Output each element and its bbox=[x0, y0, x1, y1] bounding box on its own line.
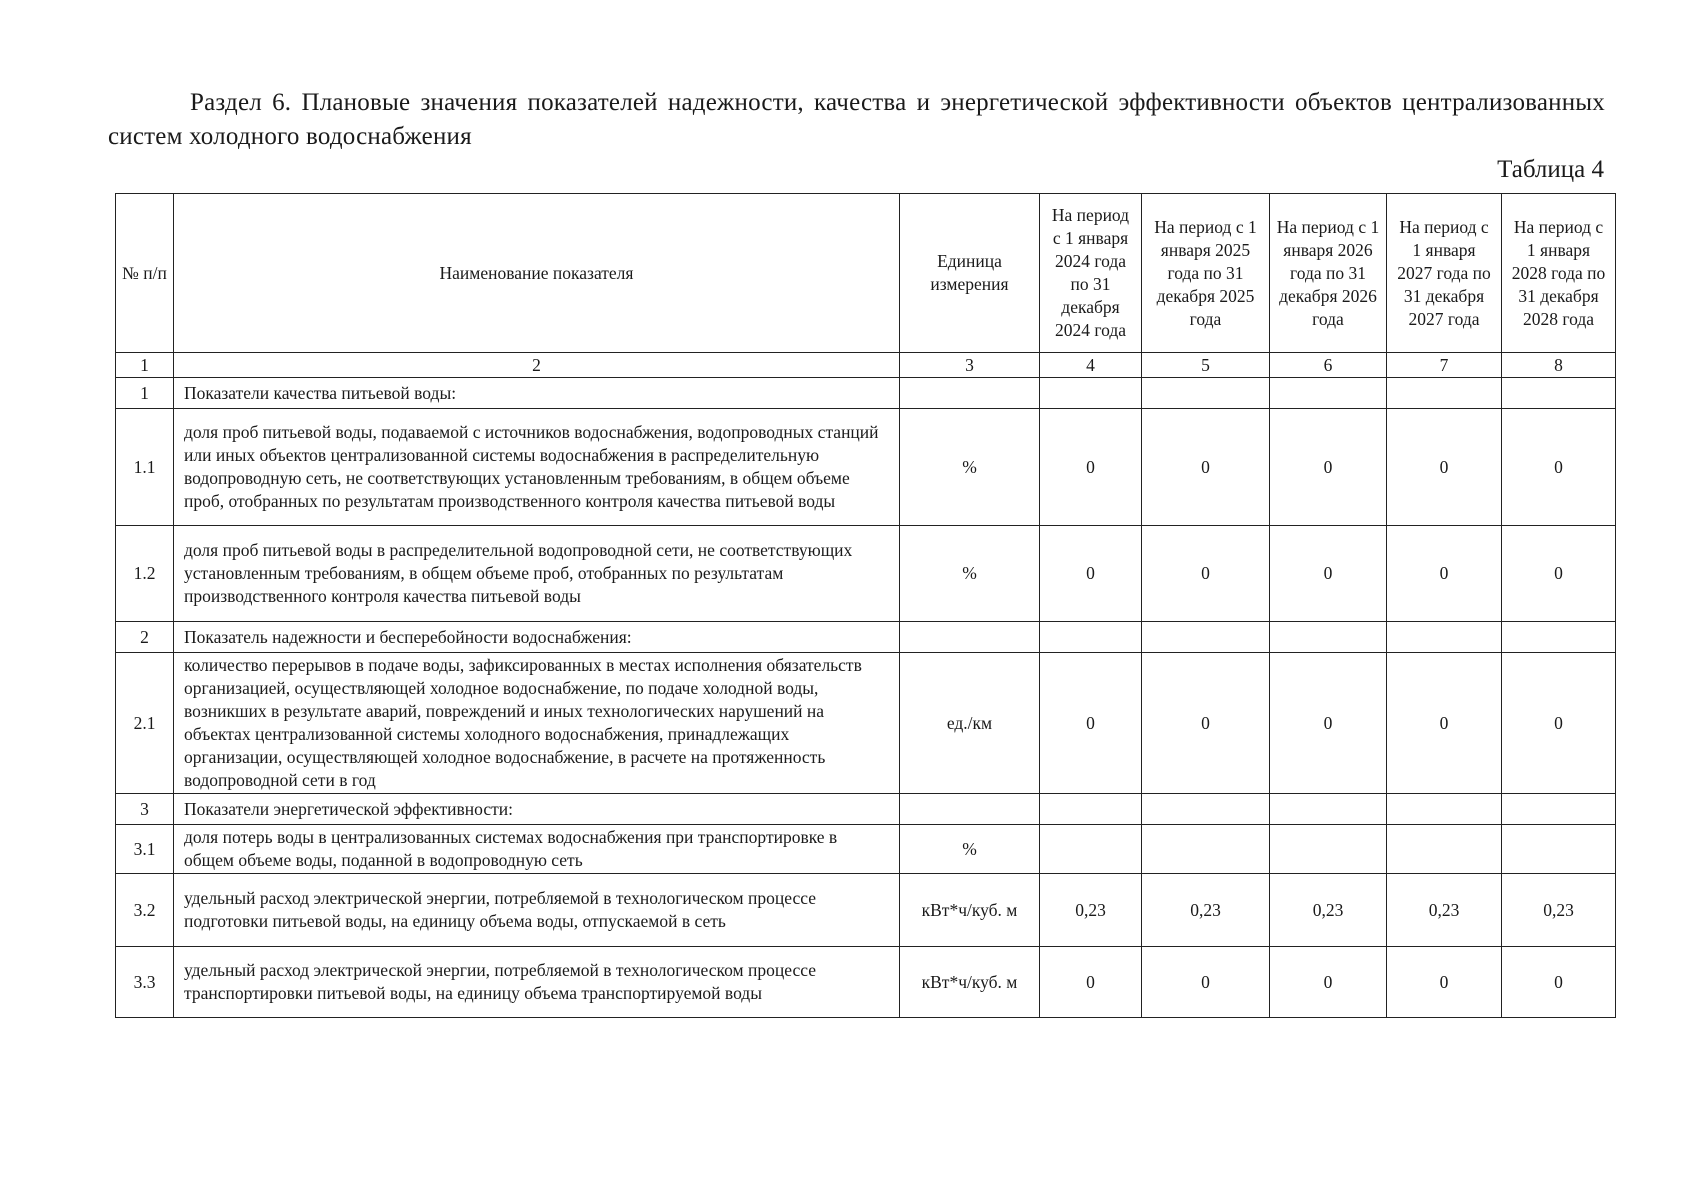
header-name: Наименование показателя bbox=[174, 194, 900, 353]
value-2028: 0,23 bbox=[1502, 874, 1616, 947]
value-2027: 0,23 bbox=[1387, 874, 1502, 947]
table-label: Таблица 4 bbox=[1497, 156, 1604, 183]
table-row bbox=[116, 874, 1616, 947]
value-2028: 0 bbox=[1502, 947, 1616, 1018]
value-2024 bbox=[1040, 622, 1142, 653]
section-title: Раздел 6. Плановые значения показателей надежности, качества и энергетической эффективности объектов централизованных систем холодного водоснабжения bbox=[108, 89, 1605, 150]
value-2026: 0 bbox=[1270, 653, 1387, 794]
value-2024: 0 bbox=[1040, 526, 1142, 622]
header-period-2025: На период с 1 января 2025 года по 31 декабря 2025 года bbox=[1142, 194, 1270, 353]
indicator-unit bbox=[900, 378, 1040, 409]
table-row bbox=[116, 622, 1616, 653]
indicator-unit: ед./км bbox=[900, 653, 1040, 794]
header-period-2024: На период с 1 января 2024 года по 31 декабря 2024 года bbox=[1040, 194, 1142, 353]
indicator-unit: % bbox=[900, 825, 1040, 874]
indicators-table bbox=[115, 193, 1616, 1018]
value-2024: 0,23 bbox=[1040, 874, 1142, 947]
value-2025: 0 bbox=[1142, 526, 1270, 622]
column-numbers-row bbox=[116, 353, 1616, 378]
value-2028 bbox=[1502, 794, 1616, 825]
table-row bbox=[116, 653, 1616, 794]
table-row bbox=[116, 526, 1616, 622]
column-number: 5 bbox=[1142, 353, 1270, 378]
table-row bbox=[116, 378, 1616, 409]
table-row bbox=[116, 794, 1616, 825]
value-2027 bbox=[1387, 622, 1502, 653]
indicator-name: доля проб питьевой воды, подаваемой с источников водоснабжения, водопроводных станций или иных объектов централизованной системы водоснабжения в распределительную водопроводную сеть, не соответствующих установленным требованиям, в общем объеме проб, отобранных по результатам производственного контроля качества питьевой воды bbox=[174, 409, 900, 526]
value-2024 bbox=[1040, 825, 1142, 874]
value-2027: 0 bbox=[1387, 947, 1502, 1018]
indicator-name: доля проб питьевой воды в распределительной водопроводной сети, не соответствующих установленным требованиям, в общем объеме проб, отобранных по результатам производственного контроля качества питьевой воды bbox=[174, 526, 900, 622]
column-number: 2 bbox=[174, 353, 900, 378]
header-period-2026: На период с 1 января 2026 года по 31 декабря 2026 года bbox=[1270, 194, 1387, 353]
value-2024: 0 bbox=[1040, 653, 1142, 794]
value-2025: 0,23 bbox=[1142, 874, 1270, 947]
value-2028 bbox=[1502, 825, 1616, 874]
column-number: 3 bbox=[900, 353, 1040, 378]
value-2028 bbox=[1502, 378, 1616, 409]
row-num: 2.1 bbox=[116, 653, 174, 794]
value-2026 bbox=[1270, 622, 1387, 653]
value-2028: 0 bbox=[1502, 409, 1616, 526]
row-num: 2 bbox=[116, 622, 174, 653]
indicator-unit bbox=[900, 794, 1040, 825]
value-2025: 0 bbox=[1142, 653, 1270, 794]
column-number: 7 bbox=[1387, 353, 1502, 378]
indicator-name: удельный расход электрической энергии, потребляемой в технологическом процессе подготовки питьевой воды, на единицу объема воды, отпускаемой в сеть bbox=[174, 874, 900, 947]
row-num: 1 bbox=[116, 378, 174, 409]
value-2025: 0 bbox=[1142, 947, 1270, 1018]
column-number: 1 bbox=[116, 353, 174, 378]
value-2028 bbox=[1502, 622, 1616, 653]
value-2027: 0 bbox=[1387, 653, 1502, 794]
indicator-name: доля потерь воды в централизованных системах водоснабжения при транспортировке в общем объеме воды, поданной в водопроводную сеть bbox=[174, 825, 900, 874]
column-number: 6 bbox=[1270, 353, 1387, 378]
value-2025 bbox=[1142, 622, 1270, 653]
value-2024: 0 bbox=[1040, 409, 1142, 526]
header-period-2027: На период с 1 января 2027 года по 31 декабря 2027 года bbox=[1387, 194, 1502, 353]
value-2026 bbox=[1270, 825, 1387, 874]
indicator-unit: кВт*ч/куб. м bbox=[900, 874, 1040, 947]
header-num: № п/п bbox=[116, 194, 174, 353]
table-row bbox=[116, 947, 1616, 1018]
indicator-unit: кВт*ч/куб. м bbox=[900, 947, 1040, 1018]
value-2027 bbox=[1387, 825, 1502, 874]
header-period-2028: На период с 1 января 2028 года по 31 декабря 2028 года bbox=[1502, 194, 1616, 353]
indicator-name: количество перерывов в подаче воды, зафиксированных в местах исполнения обязательств организацией, осуществляющей холодное водоснабжение, по подаче холодной воды, возникших в результате аварий, повреждений и иных технологических нарушений на объектах централизованной системы холодного водоснабжения, принадлежащих организации, осуществляющей холодное водоснабжение, в расчете на протяженность водопроводной сети в год bbox=[174, 653, 900, 794]
value-2025 bbox=[1142, 378, 1270, 409]
value-2025: 0 bbox=[1142, 409, 1270, 526]
indicator-name: удельный расход электрической энергии, потребляемой в технологическом процессе транспортировки питьевой воды, на единицу объема транспортируемой воды bbox=[174, 947, 900, 1018]
row-num: 1.1 bbox=[116, 409, 174, 526]
value-2024 bbox=[1040, 378, 1142, 409]
indicator-unit bbox=[900, 622, 1040, 653]
value-2025 bbox=[1142, 825, 1270, 874]
header-unit: Единица измерения bbox=[900, 194, 1040, 353]
value-2027: 0 bbox=[1387, 409, 1502, 526]
value-2027: 0 bbox=[1387, 526, 1502, 622]
indicator-unit: % bbox=[900, 409, 1040, 526]
value-2026 bbox=[1270, 794, 1387, 825]
indicator-name: Показатели качества питьевой воды: bbox=[174, 378, 900, 409]
value-2024 bbox=[1040, 794, 1142, 825]
value-2026: 0 bbox=[1270, 409, 1387, 526]
table-row bbox=[116, 409, 1616, 526]
indicator-unit: % bbox=[900, 526, 1040, 622]
value-2025 bbox=[1142, 794, 1270, 825]
row-num: 3.3 bbox=[116, 947, 174, 1018]
row-num: 3.2 bbox=[116, 874, 174, 947]
value-2027 bbox=[1387, 794, 1502, 825]
indicator-name: Показатель надежности и бесперебойности водоснабжения: bbox=[174, 622, 900, 653]
table-header-row bbox=[116, 194, 1616, 353]
indicator-name: Показатели энергетической эффективности: bbox=[174, 794, 900, 825]
row-num: 1.2 bbox=[116, 526, 174, 622]
row-num: 3.1 bbox=[116, 825, 174, 874]
value-2026: 0 bbox=[1270, 526, 1387, 622]
value-2028: 0 bbox=[1502, 526, 1616, 622]
value-2027 bbox=[1387, 378, 1502, 409]
value-2026: 0 bbox=[1270, 947, 1387, 1018]
row-num: 3 bbox=[116, 794, 174, 825]
value-2026: 0,23 bbox=[1270, 874, 1387, 947]
table-row bbox=[116, 825, 1616, 874]
column-number: 4 bbox=[1040, 353, 1142, 378]
value-2024: 0 bbox=[1040, 947, 1142, 1018]
value-2028: 0 bbox=[1502, 653, 1616, 794]
value-2026 bbox=[1270, 378, 1387, 409]
column-number: 8 bbox=[1502, 353, 1616, 378]
